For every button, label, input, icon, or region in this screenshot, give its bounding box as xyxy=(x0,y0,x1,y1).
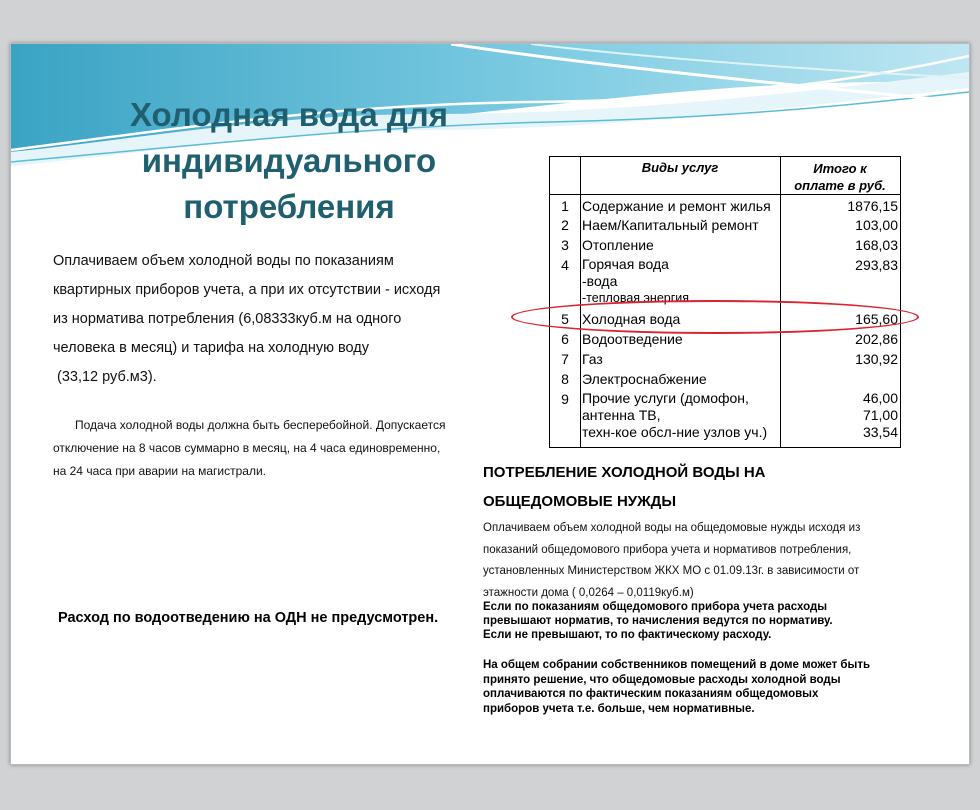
row-service-sub: антенна ТВ, xyxy=(582,407,661,423)
odn-meeting-line: оплачиваются по фактическим показаниям общедомовых xyxy=(483,688,819,700)
title-line: потребления xyxy=(183,188,395,225)
odn-rule-line: Если не превышают, то по фактическому расходу. xyxy=(483,629,772,641)
odn-drainage-note: Расход по водоотведению на ОДН не предусмотрен. xyxy=(58,610,439,626)
supply-paragraph xyxy=(53,414,459,483)
row-service-sub: -вода xyxy=(582,273,618,289)
row-number: 4 xyxy=(561,257,569,273)
odn-paragraph xyxy=(483,518,899,604)
supply-line: отключение на 8 часов суммарно в месяц, на 4 часа единовременно, xyxy=(53,441,441,455)
odn-meeting-line: приборов учета т.е. больше, чем нормативные. xyxy=(483,702,755,715)
title-line: Холодная вода для xyxy=(129,96,449,133)
row-number: 2 xyxy=(561,217,569,233)
row-number: 5 xyxy=(561,311,569,327)
intro-line: человека в месяц) и тарифа на холодную воду xyxy=(53,340,369,356)
row-service-main: Прочие услуги (домофон, xyxy=(582,390,749,406)
table-header-total xyxy=(780,160,900,194)
row-amount: 46,00 xyxy=(862,390,898,406)
odn-text-line: Оплачиваем объем холодной воды на общедомовые нужды исходя из xyxy=(483,522,861,534)
title-line: индивидуального xyxy=(141,142,437,179)
row-amount: 103,00 xyxy=(855,217,898,233)
row-service: Водоотведение xyxy=(582,331,683,347)
row-number: 3 xyxy=(561,237,569,253)
header-total-line: Итого к xyxy=(813,161,867,176)
odn-meeting-line: принято решение, что общедомовые расходы холодной воды xyxy=(483,673,841,686)
row-service-sub: техн-кое обсл-ние узлов уч.) xyxy=(582,424,768,440)
table-divider xyxy=(580,157,581,447)
intro-line: квартирных приборов учета, а при их отсутствии - исходя xyxy=(53,282,441,298)
supply-line: Подача холодной воды должна быть бесперебойной. Допускается xyxy=(75,418,446,432)
row-service: Электроснабжение xyxy=(582,371,707,387)
row-amount: 168,03 xyxy=(855,237,898,253)
highlight-oval xyxy=(511,300,919,334)
row-amount: 130,92 xyxy=(855,351,898,367)
odn-title-line: ПОТРЕБЛЕНИЕ ХОЛОДНОЙ ВОДЫ НА xyxy=(483,464,766,481)
odn-rule-line: превышают норматив, то начисления ведутся по нормативу. xyxy=(483,615,833,627)
intro-line: из норматива потребления (6,08333куб.м на одного xyxy=(53,311,402,327)
intro-line: (33,12 руб.м3). xyxy=(57,369,157,385)
odn-rule-line: Если по показаниям общедомового прибора учета расходы xyxy=(483,601,828,613)
row-service-main: Горячая вода xyxy=(582,256,669,272)
odn-section-title xyxy=(483,458,843,516)
odn-rule-paragraph xyxy=(483,600,883,642)
row-service: Отопление xyxy=(582,237,654,253)
row-amount-group xyxy=(782,390,898,441)
row-amount: 33,54 xyxy=(862,424,898,440)
slide-title xyxy=(107,92,471,230)
row-number: 8 xyxy=(561,371,569,387)
table-divider xyxy=(550,194,900,195)
row-amount: 71,00 xyxy=(862,407,898,423)
table-header-service: Виды услуг xyxy=(641,160,719,175)
row-service: Наем/Капитальный ремонт xyxy=(582,217,759,233)
row-service xyxy=(582,390,780,441)
supply-line: на 24 часа при аварии на магистрали. xyxy=(53,464,266,478)
row-number: 1 xyxy=(561,198,569,214)
odn-title-line: ОБЩЕДОМОВЫЕ НУЖДЫ xyxy=(483,493,677,510)
odn-meeting-paragraph xyxy=(483,658,893,716)
row-service: Газ xyxy=(582,351,603,367)
odn-meeting-line: На общем собрании собственников помещений в доме может быть xyxy=(483,659,871,671)
row-amount: 1876,15 xyxy=(847,198,898,214)
odn-text-line: показаний общедомового прибора учета и нормативов потребления, xyxy=(483,543,852,556)
row-service: Холодная вода xyxy=(582,311,681,327)
row-amount: 202,86 xyxy=(855,331,898,347)
row-number: 9 xyxy=(561,391,569,407)
slide xyxy=(10,43,970,765)
row-amount: 165,60 xyxy=(855,311,898,327)
row-number: 6 xyxy=(561,331,569,347)
row-service-sub: -тепловая энергия xyxy=(582,291,690,305)
odn-text-line: этажности дома ( 0,0264 – 0,0119куб.м) xyxy=(483,586,694,599)
header-total-line: оплате в руб. xyxy=(794,178,886,193)
row-amount: 293,83 xyxy=(855,257,898,273)
odn-text-line: установленных Министерством ЖКХ МО с 01.09.13г. в зависимости от xyxy=(483,565,860,577)
intro-paragraph xyxy=(53,247,457,392)
intro-line: Оплачиваем объем холодной воды по показаниям xyxy=(53,253,394,269)
row-number: 7 xyxy=(561,351,569,367)
row-service: Содержание и ремонт жилья xyxy=(582,198,771,214)
